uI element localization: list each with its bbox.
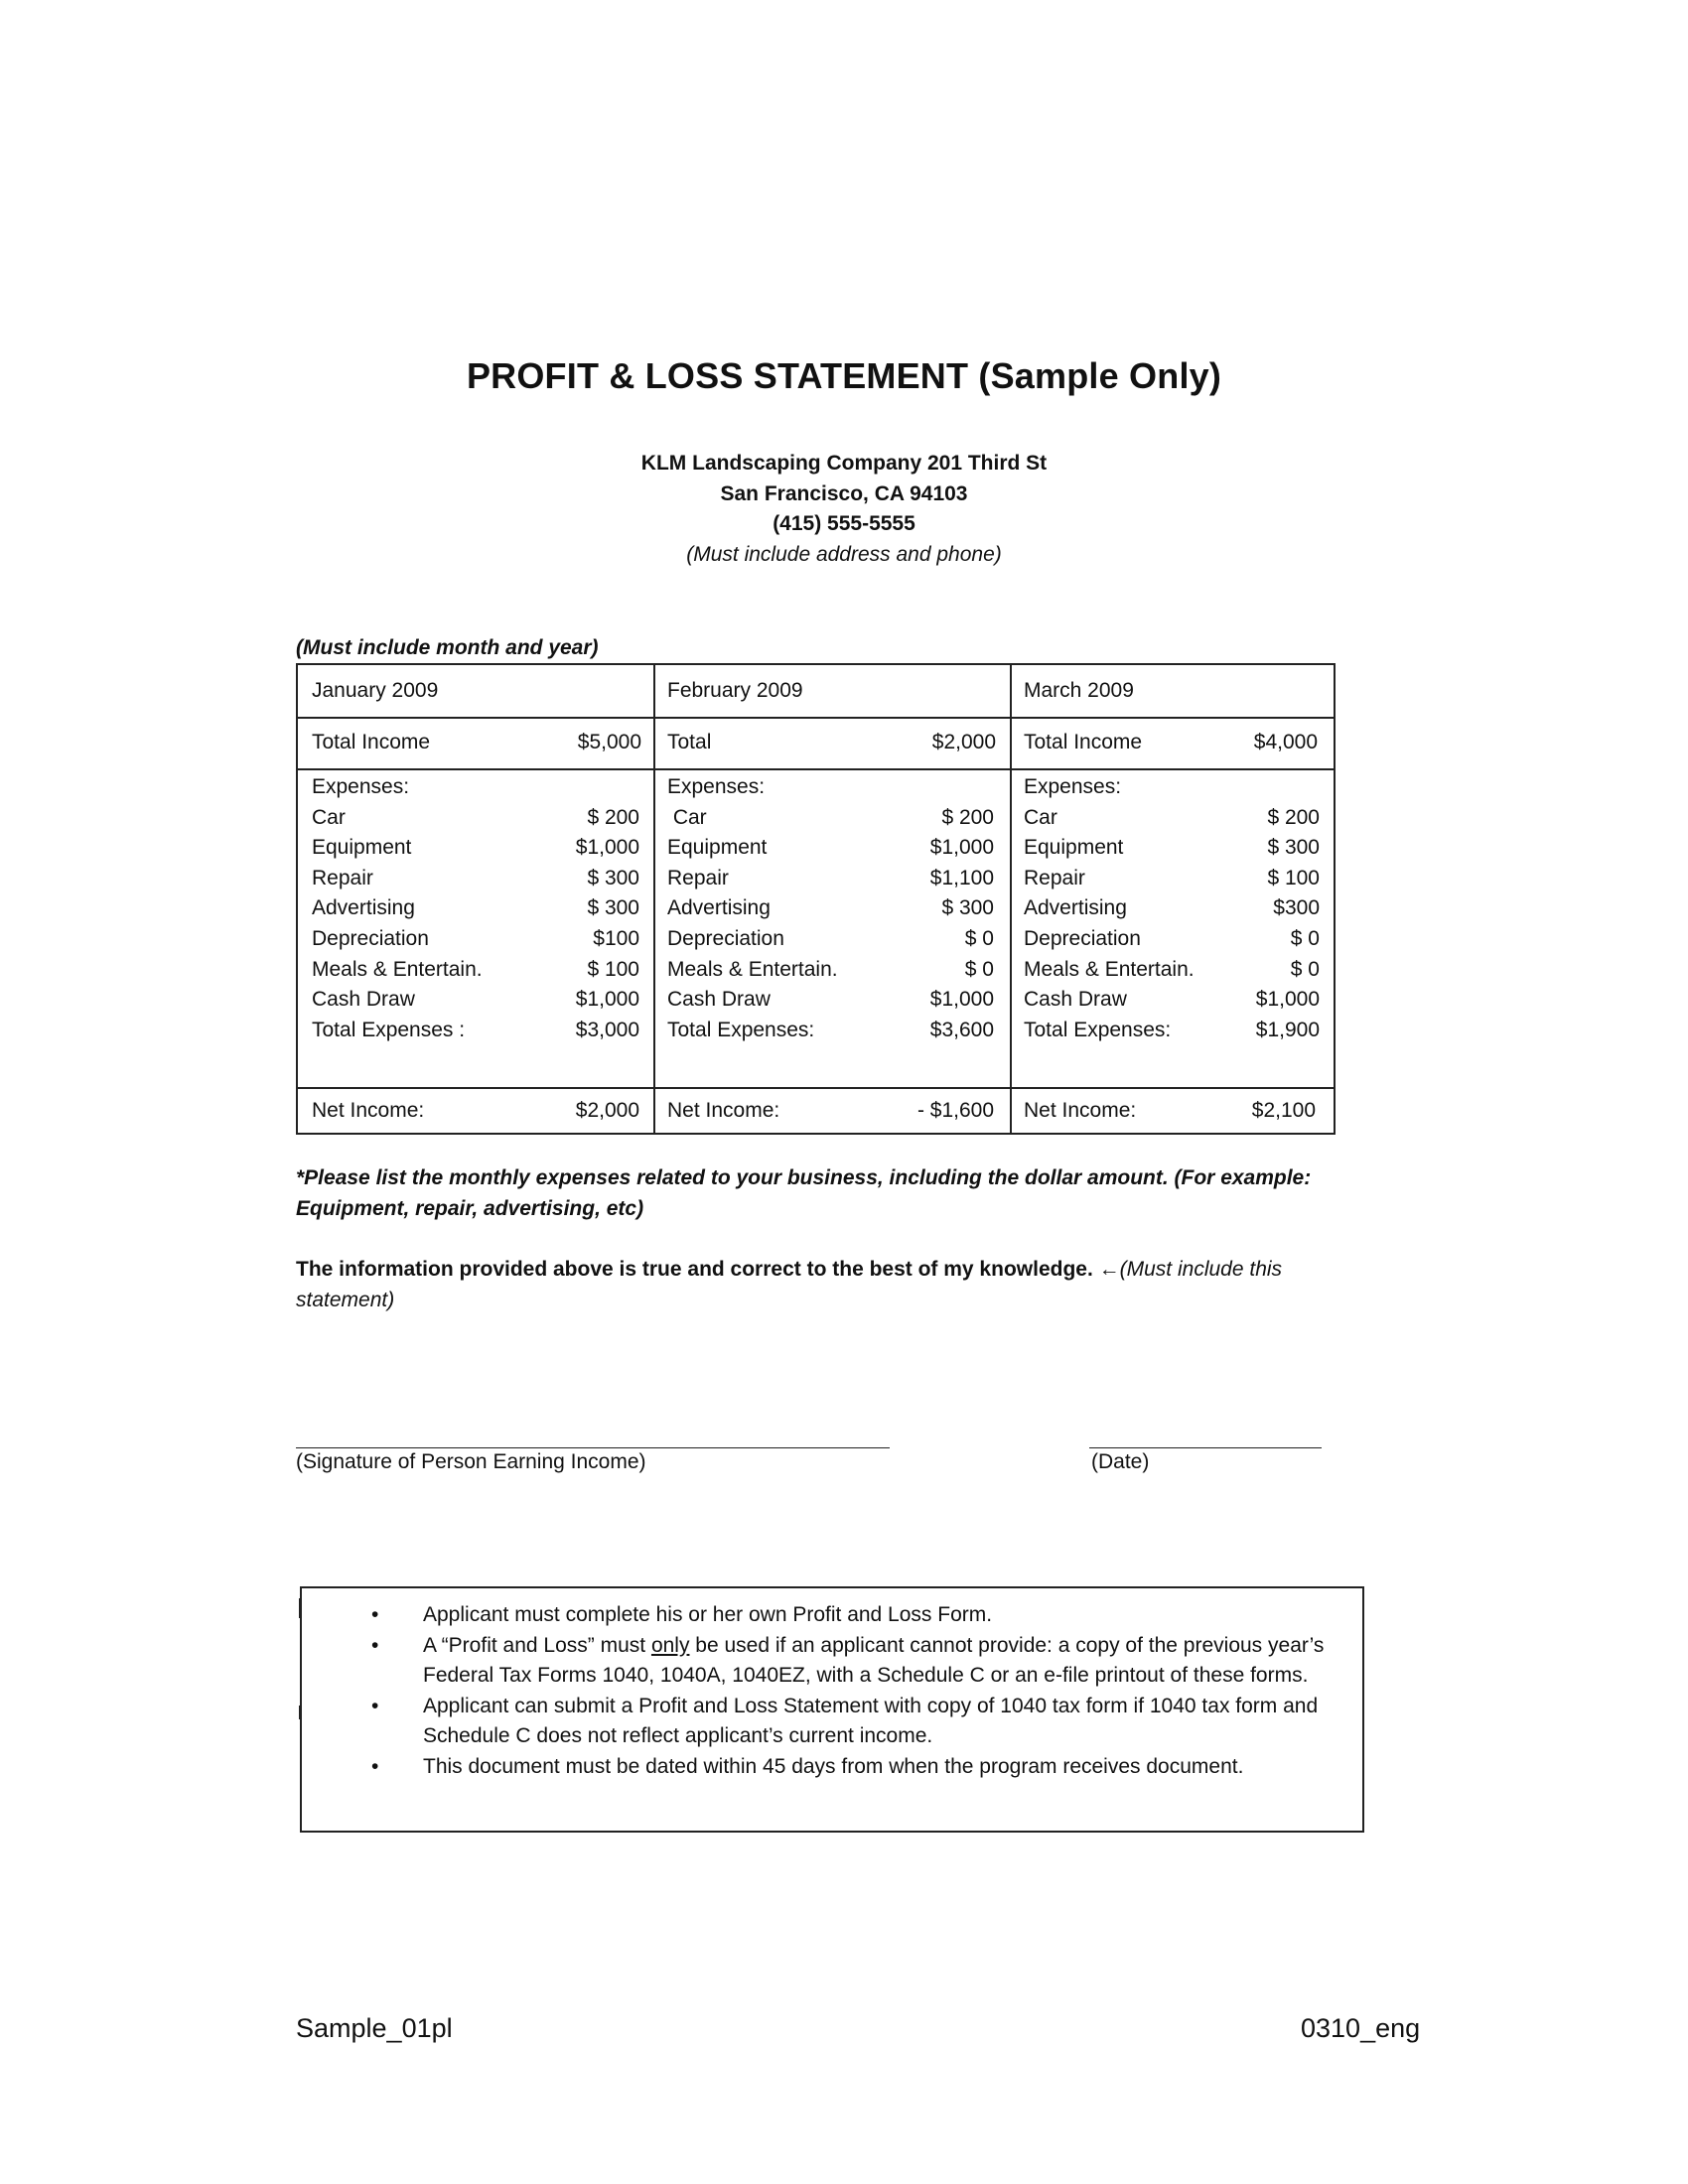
expense-value: $ 0	[1290, 926, 1320, 950]
expense-list	[312, 772, 639, 1045]
expense-row	[667, 803, 994, 834]
net-income-label: Net Income:	[1024, 1099, 1137, 1122]
expense-label: Total Expenses:	[667, 1018, 815, 1041]
expense-label: Total Expenses :	[312, 1018, 466, 1041]
expense-value: $ 300	[941, 896, 994, 920]
expense-value: $100	[593, 926, 639, 950]
expense-label: Car	[312, 805, 346, 829]
net-income-label: Net Income:	[667, 1099, 780, 1122]
address-note: (Must include address and phone)	[686, 542, 1002, 566]
expense-row	[312, 803, 639, 834]
expense-value: $ 300	[1267, 836, 1320, 860]
expense-row	[1024, 833, 1320, 864]
expense-value: $ 0	[964, 926, 994, 950]
bullet-icon: •	[371, 1603, 379, 1626]
bullet-icon: •	[371, 1754, 379, 1778]
net-income-value: - $1,600	[916, 1099, 994, 1122]
requirement-item	[302, 1600, 1362, 1631]
requirement-text: Applicant must complete his or her own Profit and Loss Form.	[423, 1603, 993, 1626]
requirement-item	[302, 1692, 1362, 1752]
expense-row	[1024, 924, 1320, 955]
expense-value: $1,000	[575, 988, 639, 1012]
month-column-february	[653, 665, 1010, 1133]
expense-row	[667, 985, 994, 1016]
document-title: PROFIT & LOSS STATEMENT (Sample Only)	[466, 355, 1222, 396]
box-edge-mark	[299, 1706, 301, 1719]
expense-total-row	[312, 1016, 639, 1046]
expense-label: Cash Draw	[1024, 988, 1127, 1012]
bullet-icon: •	[371, 1694, 379, 1717]
expense-list	[1024, 772, 1320, 1045]
net-income-value: $2,000	[575, 1099, 639, 1122]
expense-total-row	[667, 1016, 994, 1046]
box-edge-mark	[299, 1598, 301, 1618]
expense-label: Equipment	[667, 836, 768, 860]
company-name-address: KLM Landscaping Company 201 Third St	[640, 452, 1048, 475]
expense-row	[312, 955, 639, 986]
expense-row	[312, 893, 639, 924]
income-label: Total Income	[312, 731, 431, 753]
company-info	[0, 449, 1688, 570]
expense-value: $ 100	[587, 957, 639, 981]
expense-label: Car	[1024, 805, 1057, 829]
expense-row	[1024, 985, 1320, 1016]
expense-value: $ 0	[1290, 957, 1320, 981]
expense-label: Depreciation	[667, 926, 784, 950]
certification-statement	[296, 1255, 1368, 1315]
expense-value: $ 200	[1267, 805, 1320, 829]
expense-row	[667, 864, 994, 894]
profit-loss-table	[296, 663, 1336, 1135]
income-value: $5,000	[577, 731, 641, 753]
expense-value: $ 300	[587, 896, 639, 920]
income-label: Total	[667, 731, 712, 753]
expense-label: Advertising	[312, 896, 415, 920]
expense-value: $1,000	[575, 836, 639, 860]
arrow-left-icon: ←	[1098, 1258, 1120, 1281]
requirements-box	[300, 1586, 1364, 1833]
expense-value: $1,100	[929, 866, 994, 889]
expense-row	[312, 864, 639, 894]
expenses-header: Expenses:	[1024, 775, 1122, 798]
certification-note: (Must include this statement)	[296, 1258, 1283, 1311]
expense-value: $ 0	[964, 957, 994, 981]
month-label: February 2009	[667, 679, 803, 702]
company-phone: (415) 555-5555	[773, 512, 915, 535]
expense-label: Equipment	[312, 836, 412, 860]
expense-row	[667, 893, 994, 924]
expense-label: Total Expenses:	[1024, 1018, 1172, 1041]
expense-row	[667, 833, 994, 864]
month-label: January 2009	[312, 679, 439, 702]
income-value: $4,000	[1253, 731, 1318, 753]
requirement-text: Applicant can submit a Profit and Loss Statement with copy of 1040 tax form if 1040 tax form and Schedule C does not reflect applicant’s current income.	[423, 1694, 1319, 1747]
expense-value: $300	[1273, 896, 1320, 920]
expense-value: $3,600	[929, 1018, 994, 1041]
expense-value: $1,000	[929, 988, 994, 1012]
expense-label: Meals & Entertain.	[312, 957, 483, 981]
income-value: $2,000	[931, 731, 996, 753]
expense-row	[1024, 864, 1320, 894]
month-column-march	[1010, 665, 1334, 1133]
expense-value: $ 200	[587, 805, 639, 829]
expense-value: $1,000	[929, 836, 994, 860]
expense-label: Depreciation	[1024, 926, 1141, 950]
requirement-text: be used if an applicant cannot provide: a copy of the previous year’s Federal Tax Forms 1040, 1040A, 1040EZ, with a Schedule C or an e-file printout of these forms.	[423, 1633, 1325, 1687]
expense-label: Advertising	[667, 896, 771, 920]
expense-row	[312, 985, 639, 1016]
requirement-text: This document must be dated within 45 days from when the program receives document.	[423, 1754, 1244, 1778]
company-city: San Francisco, CA 94103	[720, 481, 968, 505]
expense-label: Repair	[667, 866, 729, 889]
footer-version: 0310_eng	[1301, 2013, 1421, 2043]
expense-value: $ 200	[941, 805, 994, 829]
expenses-header: Expenses:	[667, 775, 766, 798]
expense-label: Car	[667, 805, 707, 829]
expense-row	[667, 955, 994, 986]
expense-value: $ 300	[587, 866, 639, 889]
expense-row	[1024, 955, 1320, 986]
expense-total-row	[1024, 1016, 1320, 1046]
expense-list	[667, 772, 994, 1045]
expense-label: Meals & Entertain.	[1024, 957, 1195, 981]
expense-row	[312, 833, 639, 864]
requirement-emphasis: only	[650, 1633, 690, 1657]
expense-row	[1024, 803, 1320, 834]
requirements-list	[302, 1600, 1362, 1782]
expense-instructions-note: *Please list the monthly expenses related to your business, including the dollar amount. (For example: Equipment, repair, advertising, etc)	[296, 1166, 1312, 1220]
expense-row	[312, 924, 639, 955]
expense-label: Advertising	[1024, 896, 1127, 920]
signature-line	[296, 1447, 890, 1448]
expense-label: Equipment	[1024, 836, 1124, 860]
expense-label: Depreciation	[312, 926, 429, 950]
expense-label: Cash Draw	[312, 988, 415, 1012]
expense-value: $ 100	[1267, 866, 1320, 889]
month-year-note: (Must include month and year)	[296, 636, 599, 659]
expense-row	[1024, 893, 1320, 924]
certification-text: The information provided above is true and correct to the best of my knowledge.	[296, 1258, 1093, 1281]
date-line	[1089, 1447, 1322, 1448]
expense-value: $1,000	[1255, 988, 1320, 1012]
requirement-text: A “Profit and Loss” must	[423, 1633, 651, 1657]
expense-label: Repair	[1024, 866, 1085, 889]
requirement-item	[302, 1631, 1362, 1692]
bullet-icon: •	[371, 1633, 379, 1657]
signature-label: (Signature of Person Earning Income)	[296, 1450, 646, 1473]
month-label: March 2009	[1024, 679, 1134, 702]
expense-value: $1,900	[1255, 1018, 1320, 1041]
expense-row	[667, 924, 994, 955]
requirement-item	[302, 1752, 1362, 1783]
expense-value: $3,000	[575, 1018, 639, 1041]
month-column-january	[298, 665, 653, 1133]
expense-label: Meals & Entertain.	[667, 957, 838, 981]
net-income-label: Net Income:	[312, 1099, 425, 1122]
date-label: (Date)	[1091, 1450, 1150, 1473]
expenses-header: Expenses:	[312, 775, 410, 798]
footer-document-id: Sample_01pl	[296, 2013, 453, 2043]
net-income-value: $2,100	[1251, 1099, 1316, 1122]
expense-label: Cash Draw	[667, 988, 771, 1012]
income-label: Total Income	[1024, 731, 1143, 753]
expense-label: Repair	[312, 866, 373, 889]
